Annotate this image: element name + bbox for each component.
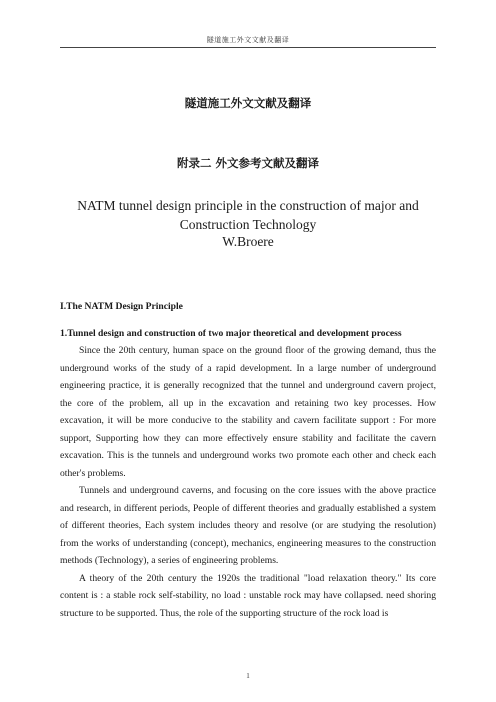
document-title: 隧道施工外文文献及翻译 [184, 96, 312, 110]
appendix-heading: 附录二 外文参考文献及翻译 [176, 156, 319, 170]
paper-author: W.Broere [222, 234, 274, 249]
paragraph-1: Since the 20th century, human space on the ground floor of the growing demand, thus the underground works of the study of a rapid development. In a large number of underground engineering practice, it is generally recognized that the tunnel and underground cavern project, the core of the problem, all up in the excavation and retaining two key processes. How excavation, it will be more conducive to the stability and cavern facilitate support : For more support, Supporting how they can more effectively ensure stability and facilitate the cavern excavation. This is the tunnels and underground works two promote each other and check each other's problems. [60, 345, 436, 479]
paper-title-line-1: NATM tunnel design principle in the construction of major and [77, 198, 419, 213]
page-number: 1 [246, 672, 250, 680]
paper-title [60, 196, 436, 234]
paragraph-2: Tunnels and underground caverns, and focusing on the core issues with the above practice and research, in different periods, People of different theories and gradually established a system of different theories, Each system includes theory and resolve (or are studying the resolution) from the works of understanding (concept), mechanics, engineering measures to the construction methods (Technology), a series of engineering problems. [60, 485, 436, 566]
running-header: 隧道施工外文文献及翻译 [206, 36, 290, 44]
paper-title-line-2: Construction Technology [179, 217, 317, 232]
paragraph-3: A theory of the 20th century the 1920s the traditional "load relaxation theory." Its core content is : a stable rock self-stability, no load : unstable rock may have collapsed. need shoring structure to be supported. Thus, the role of the supporting structure of the rock load is [60, 572, 436, 619]
section-heading: I.The NATM Design Principle [60, 301, 183, 312]
subsection-heading: 1.Tunnel design and construction of two major theoretical and development process [60, 327, 402, 339]
header-rule [60, 47, 436, 48]
body-text [60, 298, 436, 622]
